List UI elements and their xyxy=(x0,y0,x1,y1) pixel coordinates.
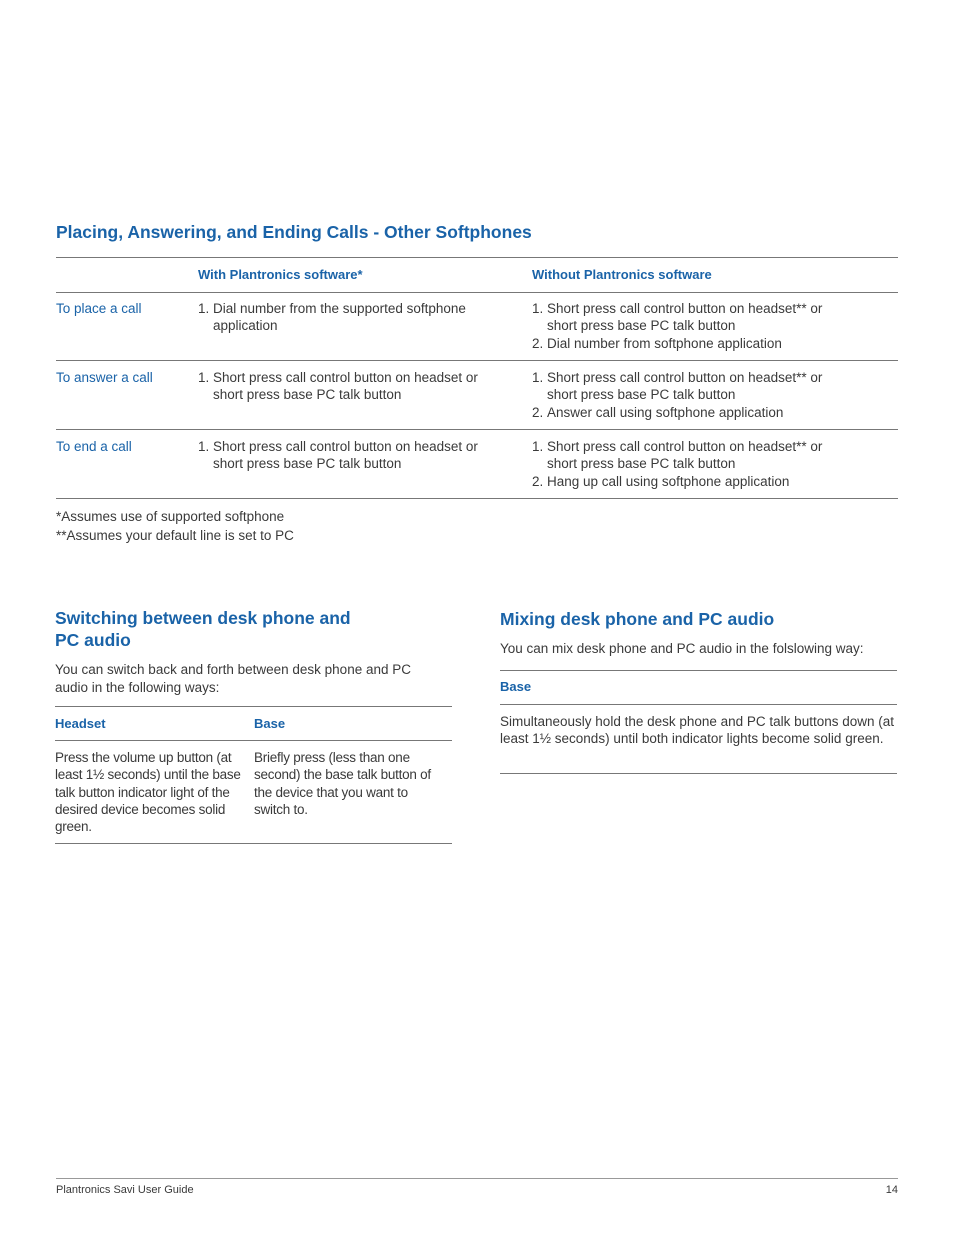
list-item xyxy=(532,300,842,335)
table-top-rule xyxy=(56,257,898,258)
footnote-default-line: **Assumes your default line is set to PC xyxy=(56,528,294,543)
table-header-rule xyxy=(56,292,898,293)
step-text: Short press call control button on headset** or short press base PC talk button xyxy=(547,439,823,472)
list-item xyxy=(532,404,842,421)
list-item xyxy=(198,369,498,404)
column-header-base: Base xyxy=(254,716,286,731)
step-text: Hang up call using softphone application xyxy=(547,473,790,489)
step-number: 1. xyxy=(532,370,544,385)
switch-table-bottom-rule xyxy=(55,843,452,844)
step-number: 1. xyxy=(532,439,544,454)
mix-table-top-rule xyxy=(500,670,897,671)
list-item xyxy=(198,300,498,335)
column-header-without: Without Plantronics software xyxy=(532,267,712,282)
switch-table-header-rule xyxy=(55,740,452,741)
without-steps-place-call xyxy=(532,300,842,352)
switching-intro: You can switch back and forth between desk phone and PC audio in the following ways: xyxy=(55,662,411,695)
with-steps-place-call xyxy=(198,300,498,335)
section-title-softphones: Placing, Answering, and Ending Calls - Other Softphones xyxy=(56,222,532,242)
list-item xyxy=(532,438,842,473)
row-label-place-call: To place a call xyxy=(56,301,142,316)
title-line: Switching between desk phone and xyxy=(55,608,351,628)
title-line: PC audio xyxy=(55,630,131,650)
row-label-answer-call: To answer a call xyxy=(56,370,153,385)
with-steps-answer-call xyxy=(198,369,498,404)
mix-table-header-rule xyxy=(500,704,897,705)
mixing-intro: You can mix desk phone and PC audio in the folslowing way: xyxy=(500,641,864,656)
mix-base-instructions: Simultaneously hold the desk phone and PC talk buttons down (at least 1½ seconds) until both indicator lights become solid green. xyxy=(500,714,894,747)
step-number: 2. xyxy=(532,335,544,351)
footer-rule xyxy=(56,1178,898,1179)
step-text: Short press call control button on headset** or short press base PC talk button xyxy=(547,301,823,334)
without-steps-answer-call xyxy=(532,369,842,421)
list-item xyxy=(532,369,842,404)
section-title-mixing: Mixing desk phone and PC audio xyxy=(500,609,775,629)
step-number: 1. xyxy=(198,439,210,454)
step-text: Short press call control button on headset** or short press base PC talk button xyxy=(547,370,823,403)
step-text: Dial number from softphone application xyxy=(547,335,782,351)
with-steps-end-call xyxy=(198,438,498,473)
footnote-supported-softphone: *Assumes use of supported softphone xyxy=(56,509,285,524)
list-item xyxy=(532,335,842,352)
table-bottom-rule xyxy=(56,498,898,499)
without-steps-end-call xyxy=(532,438,842,490)
row-divider xyxy=(56,429,898,430)
column-header-mix-base: Base xyxy=(500,679,532,694)
column-header-with: With Plantronics software* xyxy=(198,267,363,282)
base-instructions: Briefly press (less than one second) the base talk button of the device that you want to switch to. xyxy=(254,750,431,817)
step-number: 2. xyxy=(532,404,544,420)
headset-instructions: Press the volume up button (at least 1½ seconds) until the base talk button indicator light of the desired device becomes solid green. xyxy=(55,750,241,835)
step-text: Short press call control button on headset or short press base PC talk button xyxy=(213,439,478,472)
step-number: 1. xyxy=(198,370,210,385)
page-number: 14 xyxy=(885,1184,898,1196)
row-label-end-call: To end a call xyxy=(56,439,132,454)
list-item xyxy=(198,438,498,473)
footer-guide-title: Plantronics Savi User Guide xyxy=(56,1184,194,1196)
step-text: Dial number from the supported softphone application xyxy=(213,301,466,334)
list-item xyxy=(532,473,842,490)
mix-table-bottom-rule xyxy=(500,773,897,774)
step-text: Answer call using softphone application xyxy=(547,404,784,420)
step-text: Short press call control button on headset or short press base PC talk button xyxy=(213,370,478,403)
section-title-switching xyxy=(55,607,351,651)
row-divider xyxy=(56,360,898,361)
step-number: 1. xyxy=(198,301,210,316)
column-header-headset: Headset xyxy=(55,716,106,731)
step-number: 1. xyxy=(532,301,544,316)
step-number: 2. xyxy=(532,473,544,489)
switch-table-top-rule xyxy=(55,706,452,707)
